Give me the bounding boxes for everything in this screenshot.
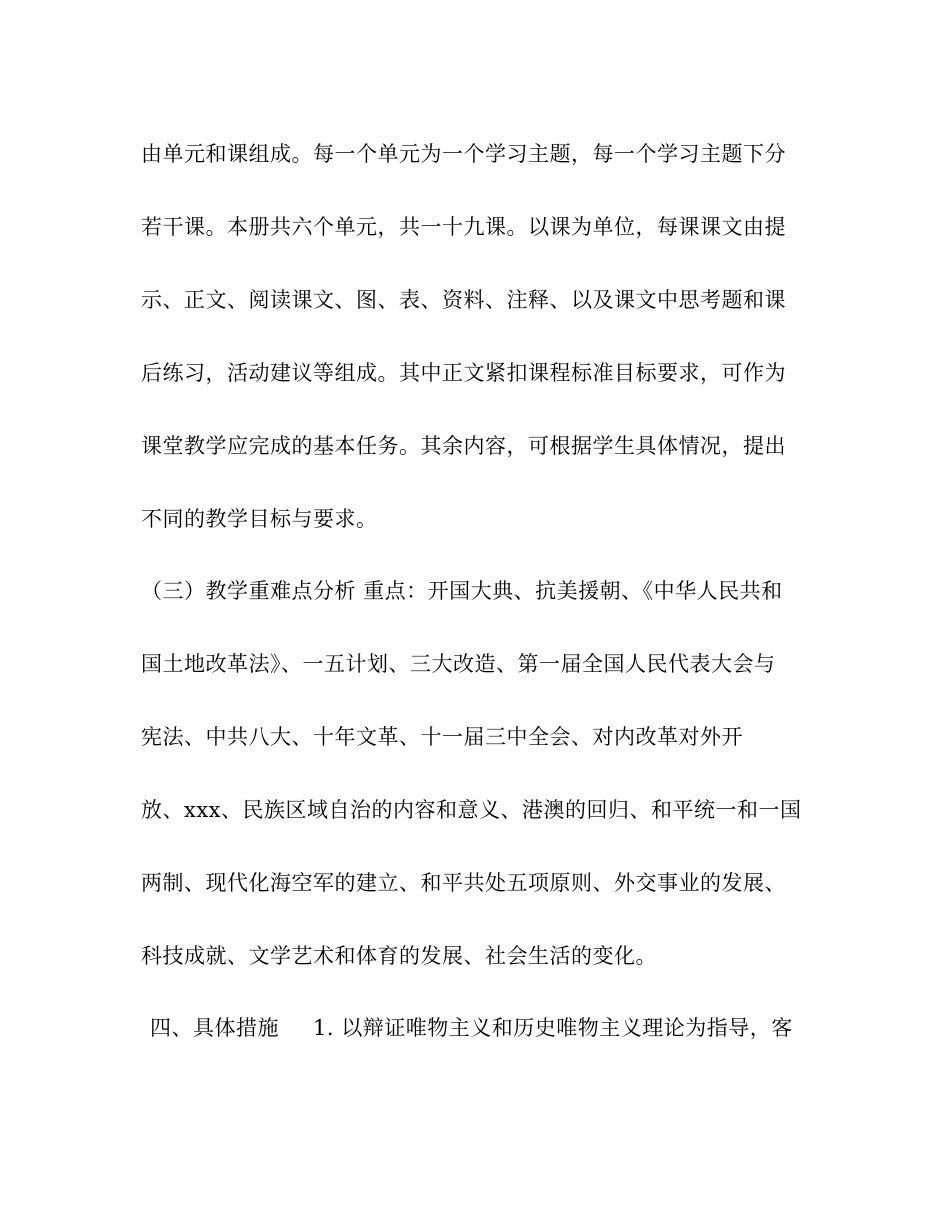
paragraph-line: 由单元和课组成。每一个单元为一个学习主题，每一个学习主题下分 (141, 142, 786, 166)
paragraph-line: 国土地改革法》、一五计划、三大改造、第一届全国人民代表大会与 (141, 652, 776, 676)
paragraph-line: 科技成就、文学艺术和体育的发展、社会生活的变化。 (141, 944, 657, 968)
paragraph-line: 放、xxx、民族区域自治的内容和意义、港澳的回归、和平统一和一国 (141, 798, 802, 822)
paragraph-line: 示、正文、阅读课文、图、表、资料、注释、以及课文中思考题和课 (141, 288, 786, 312)
paragraph-line: 两制、现代化海空军的建立、和平共处五项原则、外交事业的发展、 (141, 871, 786, 895)
paragraph-line: 后练习，活动建议等组成。其中正文紧扣课程标准目标要求，可作为 (141, 361, 786, 385)
paragraph-line: 若干课。本册共六个单元，共一十九课。以课为单位，每课课文由提 (141, 215, 786, 239)
paragraph-line: 不同的教学目标与要求。 (141, 507, 378, 531)
paragraph-line: 宪法、中共八大、十年文革、十一届三中全会、对内改革对外开 (141, 725, 743, 749)
section-heading: 四、具体措施 (150, 1016, 279, 1040)
paragraph-line: 课堂教学应完成的基本任务。其余内容，可根据学生具体情况，提出 (141, 434, 786, 458)
section-text: 1. 以辩证唯物主义和历史唯物主义理论为指导，客 (313, 1016, 793, 1040)
paragraph-line: （三）教学重难点分析 重点：开国大典、抗美援朝、《中华人民共和 (141, 579, 783, 603)
section-line (150, 1014, 793, 1042)
